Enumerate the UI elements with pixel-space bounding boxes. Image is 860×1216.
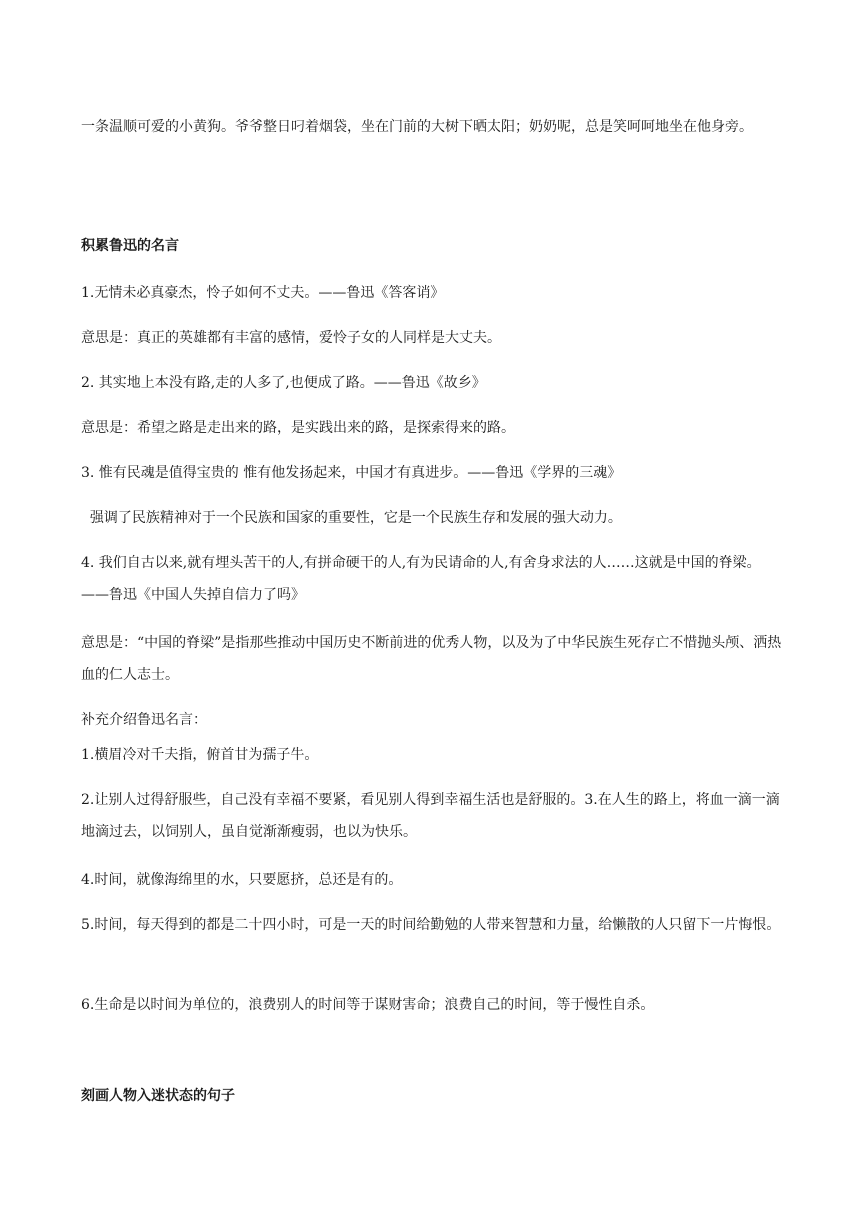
section-heading-trance: 刻画人物入迷状态的句子 xyxy=(81,1088,235,1104)
intro-paragraph: 一条温顺可爱的小黄狗。爷爷整日叼着烟袋，坐在门前的大树下晒太阳；奶奶呢，总是笑呵呵地坐在他身旁。 xyxy=(81,119,753,135)
quote-3-meaning: 强调了民族精神对于一个民族和国家的重要性，它是一个民族生存和发展的强大动力。 xyxy=(81,510,622,526)
quote-1-meaning: 意思是：真正的英雄都有丰富的感情，爱怜子女的人同样是大丈夫。 xyxy=(81,330,501,346)
supplement-item-4: 4.时间，就像海绵里的水，只要愿挤，总还是有的。 xyxy=(81,872,403,888)
supplement-item-2: 2.让别人过得舒服些，自己没有幸福不要紧，看见别人得到幸福生活也是舒服的。3.在人生的路上，将血一滴一滴地滴过去，以饲别人，虽自觉渐渐瘦弱，也以为快乐。 xyxy=(81,792,780,840)
quote-4: 4. 我们自古以来,就有埋头苦干的人,有拼命硬干的人,有为民请命的人,有舍身求法的人……这就是中国的脊梁。——鲁迅《中国人失掉自信力了吗》 xyxy=(81,555,761,603)
quote-2: 2. 其实地上本没有路,走的人多了,也便成了路。——鲁迅《故乡》 xyxy=(81,375,486,391)
supplement-item-6: 6.生命是以时间为单位的，浪费别人的时间等于谋财害命；浪费自己的时间，等于慢性自杀。 xyxy=(81,997,655,1013)
section-heading-quotes: 积累鲁迅的名言 xyxy=(81,238,179,254)
quote-3: 3. 惟有民魂是值得宝贵的 惟有他发扬起来，中国才有真进步。——鲁迅《学界的三魂》 xyxy=(81,465,622,481)
supplement-item-5: 5.时间，每天得到的都是二十四小时，可是一天的时间给勤勉的人带来智慧和力量，给懒散的人只留下一片悔恨。 xyxy=(81,917,781,933)
supplement-label: 补充介绍鲁迅名言： xyxy=(81,712,207,728)
quote-2-meaning: 意思是：希望之路是走出来的路，是实践出来的路，是探索得来的路。 xyxy=(81,420,515,436)
supplement-item-1: 1.横眉冷对千夫指，俯首甘为孺子牛。 xyxy=(81,747,319,763)
quote-4-meaning: 意思是：“中国的脊梁”是指那些推动中国历史不断前进的优秀人物，以及为了中华民族生死存亡不惜抛头颅、洒热血的仁人志士。 xyxy=(81,635,782,683)
quote-1: 1.无情未必真豪杰，怜子如何不丈夫。——鲁迅《答客诮》 xyxy=(81,285,445,301)
